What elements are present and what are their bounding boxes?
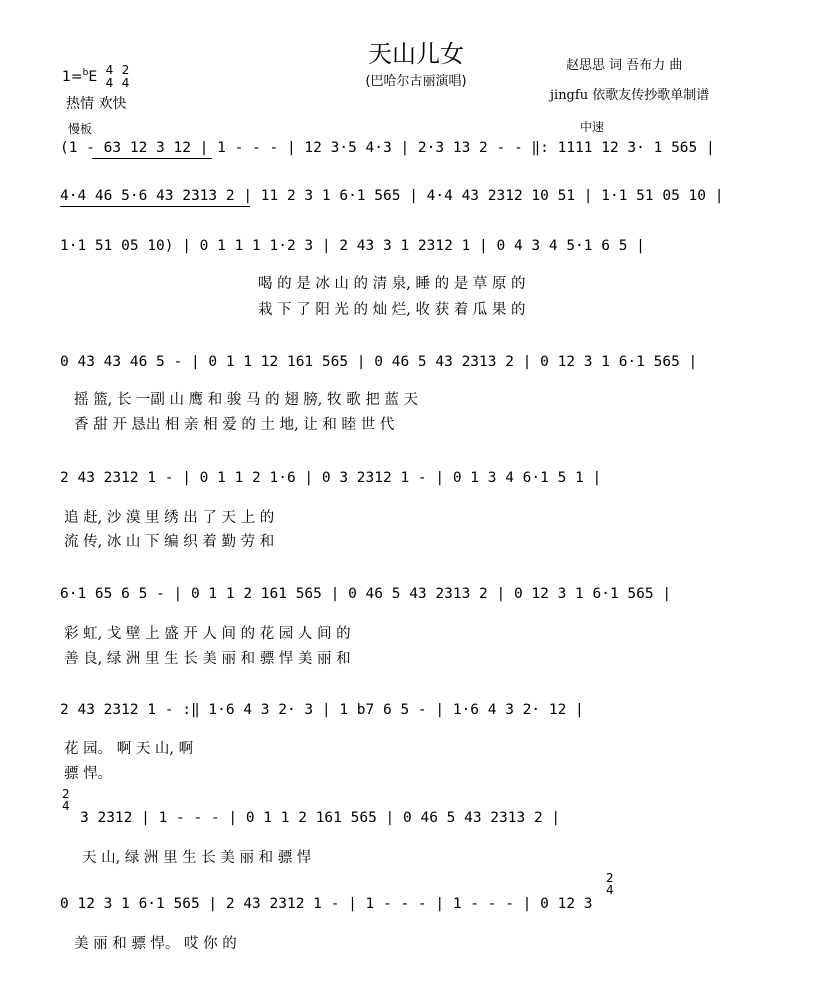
mood-marking: 热情 欢快 xyxy=(66,96,127,112)
score-row-1: (1 - 63 12 3 12 | 1 - - - | 12 3·5 4·3 | 2·3 13 2 - - ‖: 1111 12 3· 1 565 | xyxy=(60,140,715,156)
time-change-1-top: 2 xyxy=(62,787,70,801)
credits-lyricist-composer: 赵思思 词 吾布力 曲 xyxy=(566,58,683,73)
score-row-9: 0 12 3 1 6·1 565 | 2 43 2312 1 - | 1 - - - | 1 - - - | 0 12 3 xyxy=(60,896,593,912)
lyrics-row-6-verse-2: 善 良, 绿 洲 里 生 长 美 丽 和 骠 悍 美 丽 和 xyxy=(64,651,351,667)
key-prefix: 1= xyxy=(62,69,83,85)
tempo-mark-slow: 慢板 xyxy=(68,122,93,136)
time-sig-1-top: 4 xyxy=(105,63,114,77)
score-row-2: 4·4 46 5·6 43 2313 2 | 11 2 3 1 6·1 565 | 4·4 43 2312 10 51 | 1·1 51 05 10 | xyxy=(60,188,724,204)
score-row-7: 2 43 2312 1 - :‖ 1·6 4 3 2· 3 | 1 b7 6 5 - | 1·6 4 3 2· 12 | xyxy=(60,702,584,718)
lyrics-row-6-verse-1: 彩 虹, 戈 壁 上 盛 开 人 间 的 花 园 人 间 的 xyxy=(64,626,351,642)
score-row-4: 0 43 43 46 5 - | 0 1 1 12 161 565 | 0 46 5 43 2313 2 | 0 12 3 1 6·1 565 | xyxy=(60,354,698,370)
score-row-6: 6·1 65 6 5 - | 0 1 1 2 161 565 | 0 46 5 43 2313 2 | 0 12 3 1 6·1 565 | xyxy=(60,586,672,602)
key-signature xyxy=(62,64,129,90)
time-change-2-bottom: 4 xyxy=(606,883,614,897)
time-signature-change-2 xyxy=(606,872,614,896)
lyrics-row-4-verse-1: 摇 篮, 长 一副 山 鹰 和 骏 马 的 翅 膀, 牧 歌 把 蓝 天 xyxy=(74,392,418,408)
time-change-1-bottom: 4 xyxy=(62,799,70,813)
tempo-mark-medium: 中速 xyxy=(580,120,605,134)
lyrics-row-9-verse-1: 美 丽 和 骠 悍。 哎 你 的 xyxy=(74,936,237,952)
beam-line xyxy=(92,158,212,159)
score-row-8: 3 2312 | 1 - - - | 0 1 1 2 161 565 | 0 46 5 43 2313 2 | xyxy=(80,810,561,826)
time-signature-change-1 xyxy=(62,788,70,812)
lyrics-row-3-verse-1: 喝 的 是 冰 山 的 清 泉, 睡 的 是 草 原 的 xyxy=(258,276,526,292)
lyrics-row-5-verse-1: 追 赶, 沙 漠 里 绣 出 了 天 上 的 xyxy=(64,510,275,526)
time-signature-1 xyxy=(106,64,114,90)
song-title: 天山儿女 xyxy=(368,40,464,68)
lyrics-row-7-verse-2: 骠 悍。 xyxy=(64,766,113,782)
time-signature-2 xyxy=(122,64,130,90)
time-sig-2-bottom: 4 xyxy=(121,76,130,90)
lyrics-row-3-verse-2: 栽 下 了 阳 光 的 灿 烂, 收 获 着 瓜 果 的 xyxy=(258,302,526,318)
song-subtitle: (巴哈尔古丽演唱) xyxy=(365,74,467,89)
lyrics-row-8-verse-1: 天 山, 绿 洲 里 生 长 美 丽 和 骠 悍 xyxy=(82,850,312,866)
credits-transcriber: jingfu 依歌友传抄歌单制谱 xyxy=(550,88,710,103)
time-change-2-top: 2 xyxy=(606,871,614,885)
lyrics-row-4-verse-2: 香 甜 开 恳出 相 亲 相 爱 的 土 地, 让 和 睦 世 代 xyxy=(74,417,395,433)
score-row-5: 2 43 2312 1 - | 0 1 1 2 1·6 | 0 3 2312 1 - | 0 1 3 4 6·1 5 1 | xyxy=(60,470,602,486)
key-flat-sign: b xyxy=(82,68,89,78)
time-sig-1-bottom: 4 xyxy=(105,76,114,90)
lyrics-row-5-verse-2: 流 传, 冰 山 下 编 织 着 勤 劳 和 xyxy=(64,534,275,550)
lyrics-row-7-verse-1: 花 园。 啊 天 山, 啊 xyxy=(64,741,194,757)
key-note: E xyxy=(88,69,98,85)
score-row-3: 1·1 51 05 10) | 0 1 1 1 1·2 3 | 2 43 3 1 2312 1 | 0 4 3 4 5·1 6 5 | xyxy=(60,238,645,254)
beam-line xyxy=(60,206,250,207)
time-sig-2-top: 2 xyxy=(121,63,130,77)
